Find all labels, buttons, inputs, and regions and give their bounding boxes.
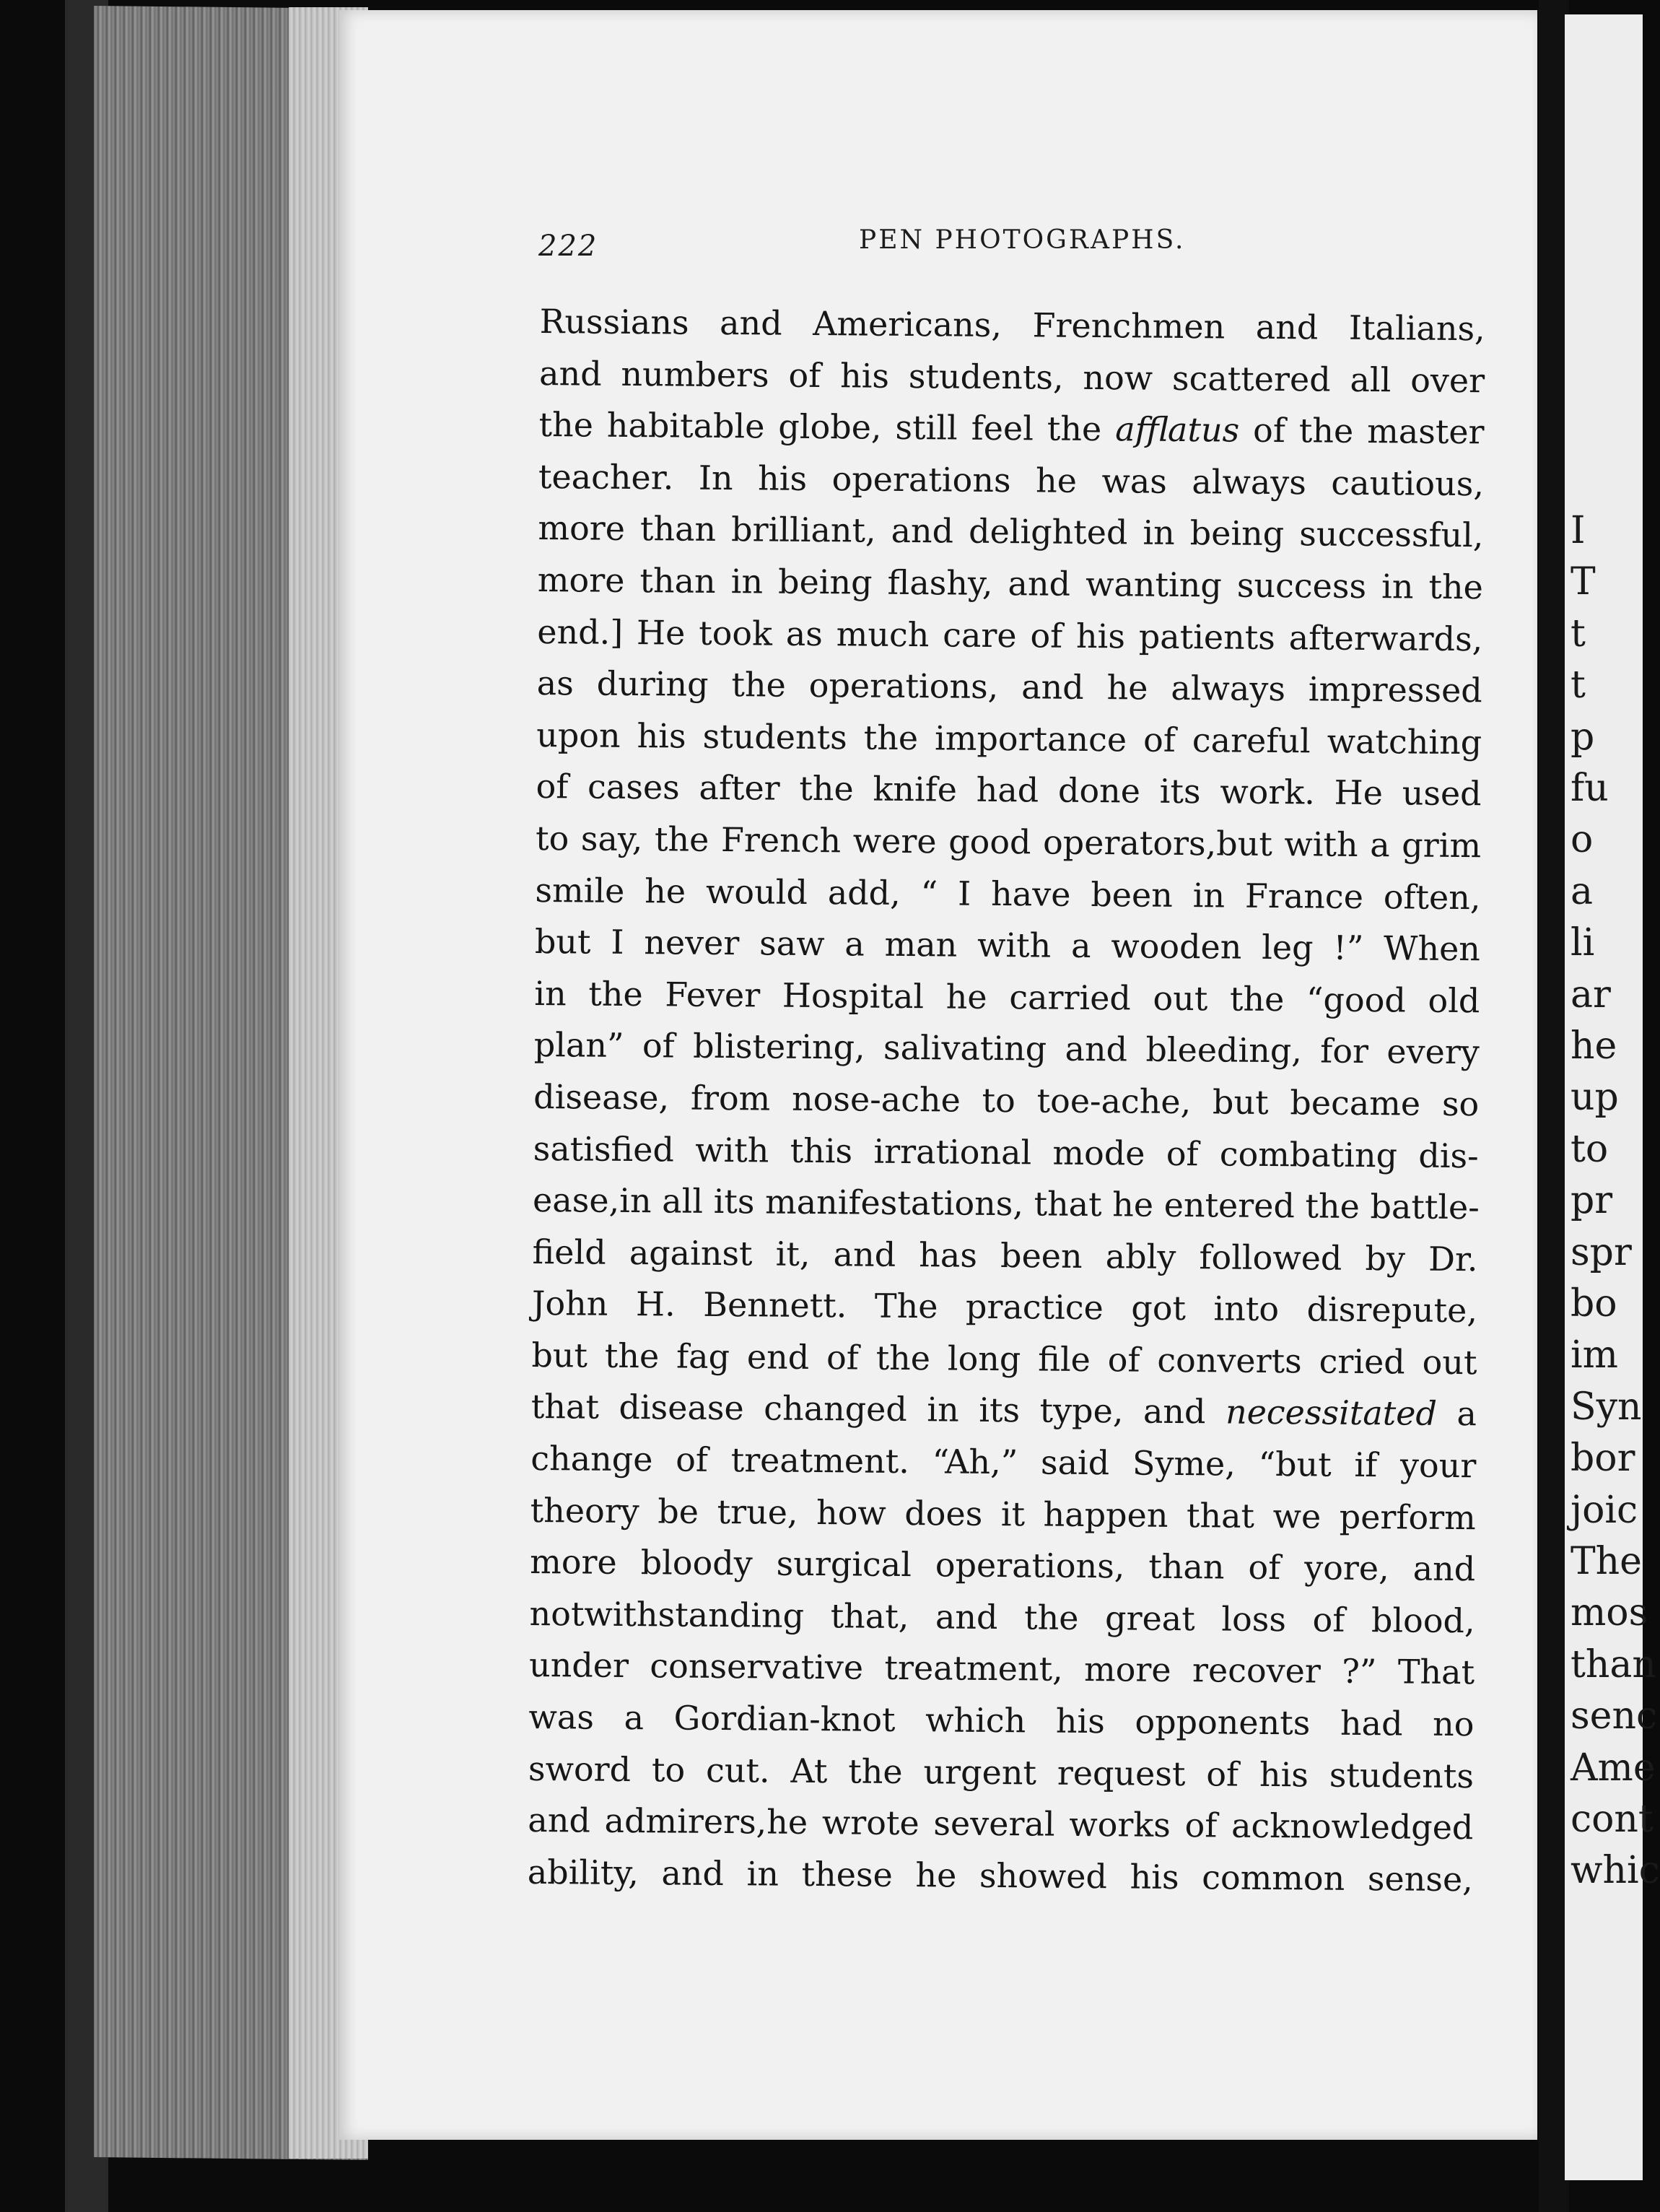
text-line xyxy=(532,1227,1478,1286)
text-line xyxy=(537,658,1483,717)
facing-page-fragment: t xyxy=(1571,663,1586,707)
line-text: the habitable globe, still feel the xyxy=(538,405,1116,449)
facing-page-fragment: a xyxy=(1571,869,1594,913)
text-line xyxy=(539,296,1485,355)
text-line xyxy=(539,348,1485,407)
text-line xyxy=(528,1795,1474,1854)
line-text: John H. Bennett. The practice got into disrepute, xyxy=(531,1284,1478,1331)
facing-page-fragment: pr xyxy=(1571,1179,1613,1223)
text-line xyxy=(535,916,1481,975)
facing-page-fragment: mos xyxy=(1571,1591,1648,1635)
facing-page-fragment: Ame xyxy=(1571,1746,1656,1790)
text-line xyxy=(533,1071,1480,1131)
text-line xyxy=(535,865,1481,924)
line-text: a xyxy=(1436,1394,1477,1434)
line-text: as during the operations, and he always impressed xyxy=(536,663,1482,710)
facing-page-fragment: senc xyxy=(1571,1694,1658,1738)
text-line xyxy=(529,1588,1475,1647)
page-header xyxy=(534,225,1472,269)
facing-page-fragment: joic xyxy=(1571,1488,1638,1532)
line-text: and admirers,he wrote several works of acknowledged xyxy=(528,1800,1474,1847)
facing-page-fragment: he xyxy=(1571,1024,1617,1068)
page-number: 222 xyxy=(538,230,598,263)
text-line xyxy=(528,1691,1475,1751)
text-line xyxy=(532,1278,1478,1337)
facing-page-fragment: cont xyxy=(1571,1798,1654,1841)
line-text: more bloody surgical operations, than of yore, and xyxy=(530,1542,1476,1589)
text-line xyxy=(531,1330,1477,1389)
facing-page-fragment: ar xyxy=(1571,972,1611,1016)
line-text: satisfied with this irrational mode of combating dis- xyxy=(533,1128,1479,1175)
line-text: sword to cut. At the urgent request of his students xyxy=(528,1749,1475,1795)
line-text: under conservative treatment, more recover ?” That xyxy=(528,1645,1475,1692)
line-text: teacher. In his operations he was always cautious, xyxy=(538,456,1485,504)
facing-page-fragment: The xyxy=(1571,1540,1642,1583)
line-text: more than brilliant, and delighted in being successful, xyxy=(538,508,1484,555)
facing-page-fragment: p xyxy=(1571,715,1595,759)
line-text: change of treatment. “Ah,” said Syme, “but if your xyxy=(530,1439,1477,1486)
facing-page-fragment: o xyxy=(1571,818,1594,862)
facing-page-fragment: to xyxy=(1571,1127,1609,1171)
text-line xyxy=(530,1433,1477,1492)
line-text: end.] He took as much care of his patients afterwards, xyxy=(537,611,1483,658)
line-text: was a Gordian-knot which his opponents had no xyxy=(528,1697,1475,1744)
text-line xyxy=(538,451,1485,510)
text-line xyxy=(536,813,1482,872)
italic-word: necessitated xyxy=(1225,1392,1438,1434)
facing-page-fragment: spr xyxy=(1571,1230,1632,1274)
text-line xyxy=(538,399,1485,458)
text-line xyxy=(537,606,1483,666)
line-text: ease,in all its manifestations, that he entered the battle- xyxy=(532,1180,1480,1227)
line-text: theory be true, how does it happen that we perform xyxy=(530,1490,1476,1537)
facing-page-text xyxy=(1571,0,1660,2212)
line-text: Russians and Americans, Frenchmen and Italians, xyxy=(539,301,1485,349)
line-text: but I never saw a man with a wooden leg !” When xyxy=(534,922,1481,969)
text-line xyxy=(538,502,1484,562)
facing-page-fragment: up xyxy=(1571,1076,1619,1120)
facing-page-fragment: I xyxy=(1571,509,1586,552)
line-text: that disease changed in its type, and xyxy=(530,1387,1226,1432)
text-line xyxy=(530,1536,1476,1595)
facing-page-fragment: bor xyxy=(1571,1437,1635,1481)
facing-page-fragment: than xyxy=(1571,1642,1656,1686)
facing-page-fragment: fu xyxy=(1571,767,1609,810)
line-text: to say, the French were good operators,but with a grim xyxy=(535,818,1482,866)
line-text: smile he would add, “ I have been in France often, xyxy=(535,870,1481,917)
line-text: field against it, and has been ably followed by Dr. xyxy=(532,1232,1478,1279)
line-text: disease, from nose-ache to toe-ache, but became so xyxy=(533,1076,1480,1124)
text-line xyxy=(533,1123,1479,1182)
line-text: plan” of blistering, salivating and bleeding, for every xyxy=(533,1025,1480,1072)
text-line xyxy=(536,710,1482,769)
line-text: but the fag end of the long file of converts cried out xyxy=(531,1335,1477,1382)
line-text: upon his students the importance of careful watching xyxy=(536,715,1482,762)
text-line xyxy=(531,1381,1477,1440)
line-text: ability, and in these he showed his common sense, xyxy=(527,1852,1474,1899)
line-text: of cases after the knife had done its work. He used xyxy=(536,767,1482,814)
facing-page-fragment: T xyxy=(1571,560,1596,604)
text-line xyxy=(530,1485,1477,1544)
text-line xyxy=(533,1175,1479,1234)
line-text: in the Fever Hospital he carried out the “good old xyxy=(534,973,1480,1020)
facing-page-fragment: whic xyxy=(1571,1849,1660,1893)
italic-word: afflatus xyxy=(1115,409,1240,450)
text-line xyxy=(528,1743,1475,1803)
text-line xyxy=(529,1640,1475,1699)
facing-page-fragment: t xyxy=(1571,611,1586,656)
body-text xyxy=(528,296,1507,1906)
line-text: more than in being flashy, and wanting success in the xyxy=(537,559,1484,607)
text-line xyxy=(528,1847,1474,1906)
facing-page-fragment: li xyxy=(1571,921,1595,965)
text-line xyxy=(534,968,1480,1027)
facing-page-fragment: Syn xyxy=(1571,1385,1642,1429)
text-line xyxy=(538,554,1484,614)
facing-page-fragment: im xyxy=(1571,1333,1618,1377)
line-text: and numbers of his students, now scattered all over xyxy=(538,353,1485,400)
line-text: notwithstanding that, and the great loss of blood, xyxy=(529,1593,1475,1641)
line-text: of the master xyxy=(1239,410,1485,452)
running-head: PEN PHOTOGRAPHS. xyxy=(859,225,1186,255)
facing-page-fragment: bo xyxy=(1571,1282,1617,1325)
text-line xyxy=(534,1019,1480,1079)
text-line xyxy=(536,761,1482,820)
